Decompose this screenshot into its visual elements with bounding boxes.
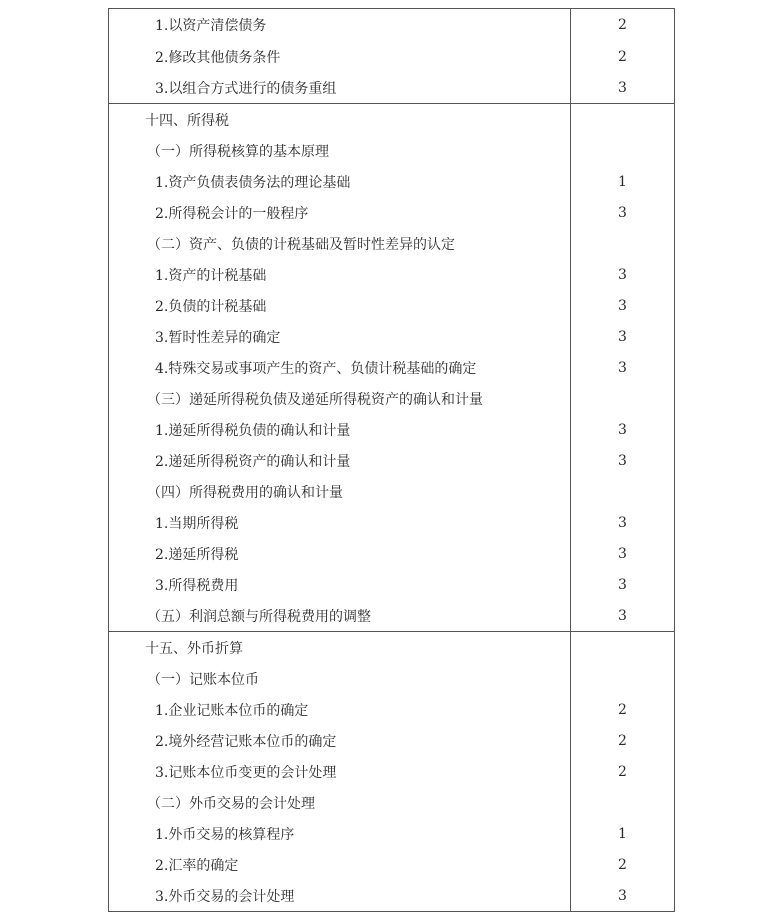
syllabus-table: [108, 8, 675, 912]
topic-row: 2.修改其他债务条件: [155, 49, 281, 66]
subsection-heading: （一）所得税核算的基本原理: [147, 143, 329, 160]
chapter-heading: 十五、外币折算: [145, 640, 243, 657]
level-cell: 1: [618, 173, 627, 190]
level-cell: 3: [618, 328, 627, 345]
topic-row: 3.所得税费用: [155, 577, 239, 594]
subsection-heading: （四）所得税费用的确认和计量: [147, 484, 343, 501]
section-income-tax: [109, 103, 674, 631]
level-cell: 3: [618, 607, 627, 624]
level-cell: [571, 104, 674, 135]
topic-row: 4.特殊交易或事项产生的资产、负债计税基础的确定: [155, 360, 477, 377]
subsection-heading: （二）外币交易的会计处理: [147, 795, 315, 812]
topic-column: [109, 9, 571, 103]
level-cell: 1: [618, 825, 627, 842]
topic-row: 3.记账本位币变更的会计处理: [155, 764, 337, 781]
topic-column: [109, 104, 571, 631]
level-cell: [571, 787, 674, 818]
section-debt-restructuring: [109, 9, 674, 103]
level-cell: 3: [618, 266, 627, 283]
level-cell: 2: [618, 48, 627, 65]
topic-row: 1.外币交易的核算程序: [155, 826, 295, 843]
level-cell: 3: [618, 79, 627, 96]
level-cell: 2: [618, 856, 627, 873]
level-cell: 2: [618, 701, 627, 718]
topic-row: 2.负债的计税基础: [155, 298, 267, 315]
topic-row: 3.外币交易的会计处理: [155, 888, 295, 905]
level-cell: [571, 228, 674, 259]
level-cell: 2: [618, 732, 627, 749]
subsection-heading: （五）利润总额与所得税费用的调整: [147, 608, 371, 625]
level-cell: 3: [618, 297, 627, 314]
topic-column: [109, 632, 571, 911]
level-cell: 2: [618, 763, 627, 780]
level-column: [571, 104, 674, 631]
level-cell: 3: [618, 452, 627, 469]
topic-row: 1.资产负债表债务法的理论基础: [155, 174, 351, 191]
level-cell: [571, 476, 674, 507]
level-cell: 3: [618, 204, 627, 221]
topic-row: 1.企业记账本位币的确定: [155, 702, 309, 719]
subsection-heading: （二）资产、负债的计税基础及暂时性差异的认定: [147, 236, 455, 253]
subsection-heading: （三）递延所得税负债及递延所得税资产的确认和计量: [147, 391, 483, 408]
level-cell: [571, 135, 674, 166]
level-cell: 3: [618, 514, 627, 531]
level-column: [571, 9, 674, 103]
section-foreign-currency: [109, 631, 674, 911]
topic-row: 3.以组合方式进行的债务重组: [155, 80, 337, 97]
topic-row: 2.所得税会计的一般程序: [155, 205, 309, 222]
topic-row: 2.递延所得税资产的确认和计量: [155, 453, 351, 470]
level-cell: [571, 632, 674, 663]
topic-row: 3.暂时性差异的确定: [155, 329, 281, 346]
level-cell: [571, 663, 674, 694]
level-cell: 3: [618, 421, 627, 438]
level-cell: 3: [618, 576, 627, 593]
topic-row: 1.以资产清偿债务: [155, 18, 267, 34]
level-cell: 3: [618, 359, 627, 376]
level-cell: 2: [618, 17, 627, 33]
topic-row: 1.递延所得税负债的确认和计量: [155, 422, 351, 439]
topic-row: 2.境外经营记账本位币的确定: [155, 733, 337, 750]
level-cell: 3: [618, 887, 627, 904]
level-cell: [571, 383, 674, 414]
topic-row: 1.资产的计税基础: [155, 267, 267, 284]
level-column: [571, 632, 674, 911]
topic-row: 2.汇率的确定: [155, 857, 239, 874]
topic-row: 1.当期所得税: [155, 515, 239, 532]
level-cell: 3: [618, 545, 627, 562]
chapter-heading: 十四、所得税: [145, 112, 229, 129]
topic-row: 2.递延所得税: [155, 546, 239, 563]
subsection-heading: （一）记账本位币: [147, 671, 259, 688]
